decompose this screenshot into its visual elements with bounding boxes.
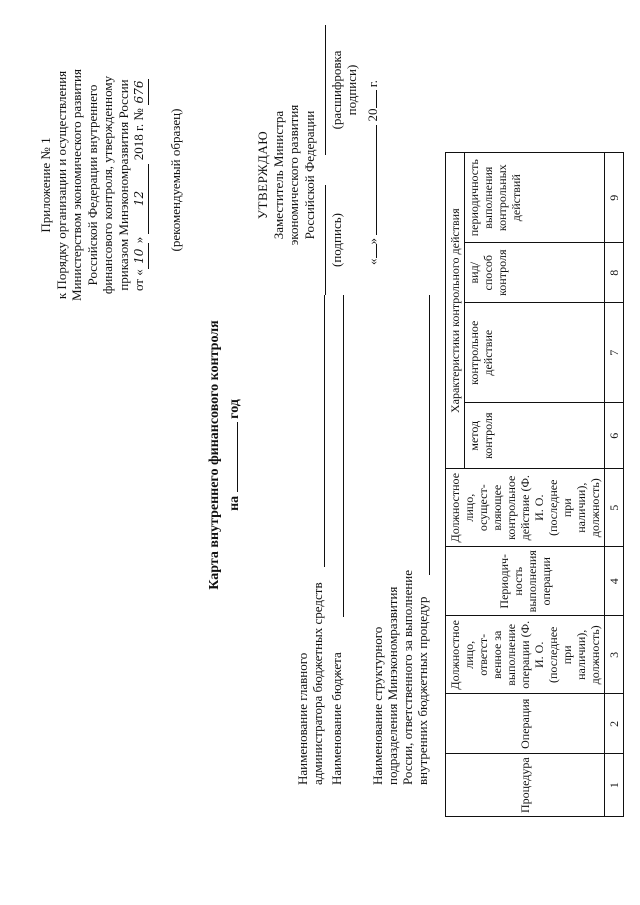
- approval-year-blank: [376, 91, 377, 109]
- decoding-caption-2: подписи): [344, 64, 359, 116]
- col-number: 9: [605, 153, 624, 243]
- col-header-procedure: Процедура: [446, 754, 605, 817]
- col-header-method: метод контроля: [465, 403, 605, 469]
- control-table: [445, 152, 624, 817]
- col-header-controller: Должностное лицо, осущест-вляющее контрольное действие (Ф. И. О. (последнее при наличии), должность): [446, 469, 605, 547]
- col-number: 2: [605, 694, 624, 754]
- budget-field: [329, 652, 344, 785]
- budget-label: Наименование бюджета: [329, 652, 344, 785]
- col-number: 8: [605, 243, 624, 303]
- map-title-line1: Карта внутреннего финансового контроля: [207, 320, 222, 590]
- col-header-action: контрольное действие: [465, 303, 605, 403]
- map-title: [205, 290, 245, 620]
- col-header-type: вид/ способ контроля: [465, 243, 605, 303]
- col-number: 3: [605, 616, 624, 694]
- col-header-operation: Операция: [446, 694, 605, 754]
- date-month: 12: [132, 164, 149, 234]
- appendix-line: приказом Минэкономразвития России: [115, 79, 131, 291]
- date-year: 2018 г. №: [131, 108, 146, 161]
- appendix-date-line: [131, 25, 149, 345]
- col-number: 1: [605, 754, 624, 817]
- decoding-line: [325, 25, 326, 155]
- division-fill-line: [429, 295, 430, 575]
- approval-day-blank: [376, 245, 377, 259]
- group-header-characteristics: Характеристики контрольного действия: [446, 153, 465, 469]
- year-blank: [237, 422, 238, 492]
- division-label-2: подразделения Минэкономразвития: [385, 586, 400, 785]
- budget-fill-line: [343, 295, 344, 617]
- appendix-line: к Порядку организации и осуществления: [53, 70, 69, 300]
- map-title-prefix: на: [227, 495, 242, 511]
- approval-year-suffix: г.: [365, 80, 380, 88]
- map-title-line2: [225, 290, 245, 620]
- approval-block: [255, 70, 317, 280]
- division-field: [370, 570, 430, 785]
- appendix-line: финансового контроля, утвержденному: [100, 75, 115, 295]
- col-header-periodicity: Периодич-ность выполнения операции: [446, 547, 605, 616]
- col-header-responsible: Должностное лицо, ответст-венное за выполнение операции (Ф. И. О. (последнее при наличии), должность): [446, 616, 605, 694]
- signature-row: [325, 25, 359, 295]
- approval-line: экономического развития: [286, 104, 301, 246]
- division-label-4: внутренних бюджетных процедур: [415, 596, 430, 785]
- col-number: 5: [605, 469, 624, 547]
- appendix-line: Министерством экономического развития: [69, 69, 84, 301]
- date-day: 10: [132, 243, 149, 269]
- date-prefix: от «: [131, 269, 146, 292]
- division-label-3: России, ответственного за выполнение: [400, 569, 415, 785]
- approval-line: Заместитель Министра: [270, 110, 286, 240]
- recommended-note: (рекомендуемый образец): [168, 108, 183, 252]
- col-header-action-periodicity: периодичность выполнения контрольных действий: [465, 153, 605, 243]
- admin-fill-line: [324, 295, 325, 567]
- approval-date: [365, 80, 381, 265]
- admin-field: [295, 582, 325, 785]
- col-number: 7: [605, 303, 624, 403]
- admin-label-1: Наименование главного: [295, 652, 310, 785]
- admin-label-2: администратора бюджетных средств: [310, 582, 325, 785]
- col-number: 6: [605, 403, 624, 469]
- signature-line: [325, 185, 326, 295]
- appendix-line: Приложение № 1: [38, 137, 53, 233]
- approval-year-prefix: 20: [365, 108, 380, 122]
- col-number: 4: [605, 547, 624, 616]
- approval-line: Российской Федерации: [301, 110, 317, 240]
- appendix-line: Российской Федерации внутреннего: [84, 84, 100, 286]
- signature-caption: (подпись): [329, 213, 344, 267]
- approval-month-blank: [376, 125, 377, 235]
- approval-date-open: «: [365, 258, 380, 265]
- approval-title: УТВЕРЖДАЮ: [255, 130, 270, 220]
- date-sep: »: [131, 236, 146, 244]
- approval-date-close: »: [365, 238, 380, 245]
- map-title-suffix: год: [227, 399, 242, 419]
- division-label-1: Наименование структурного: [370, 626, 385, 785]
- decoding-caption: [329, 25, 359, 155]
- decoding-caption-1: (расшифровка: [329, 50, 344, 130]
- order-number: 676: [132, 79, 149, 105]
- appendix-header: [38, 25, 149, 345]
